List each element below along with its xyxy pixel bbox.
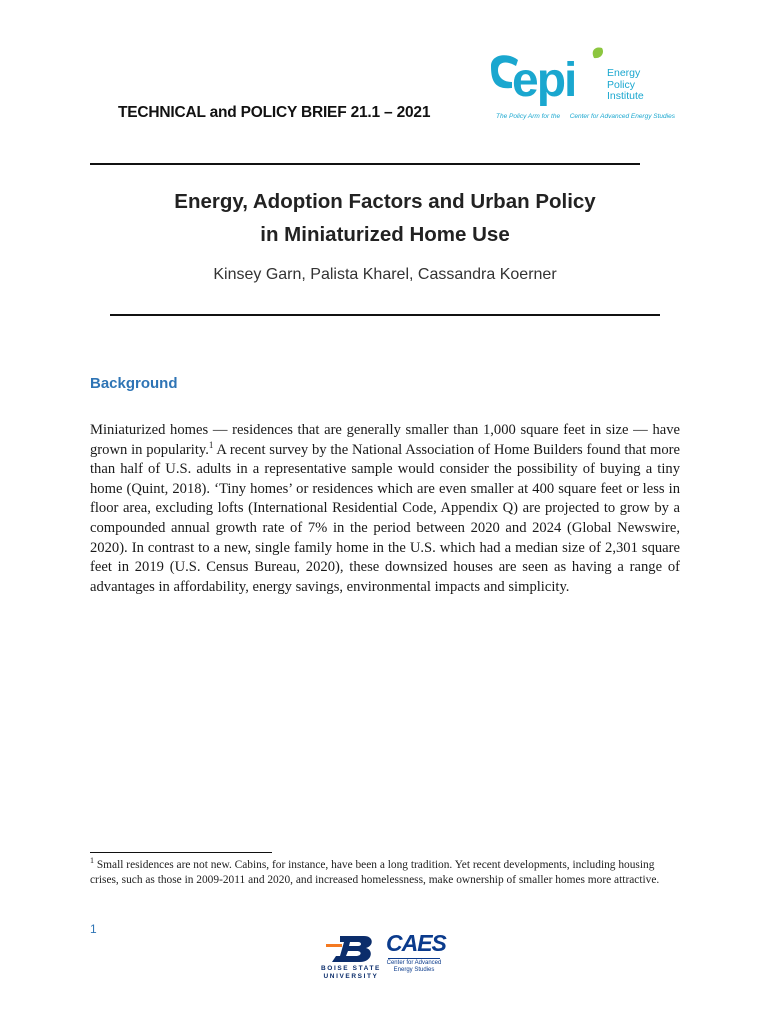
title-rule <box>110 314 660 316</box>
epi-tagline-left: The Policy Arm for the <box>496 113 561 120</box>
epi-logo-icon <box>486 44 606 114</box>
epi-tagline-right: Center for Advanced Energy Studies <box>569 113 675 120</box>
bsu-line-1: BOISE STATE <box>321 965 381 972</box>
page-number: 1 <box>90 922 97 936</box>
background-paragraph <box>90 421 680 597</box>
caes-logo <box>386 932 446 980</box>
header-rule <box>90 163 640 165</box>
brief-title: TECHNICAL and POLICY BRIEF 21.1 – 2021 <box>118 104 431 121</box>
caes-line-1: Center for Advanced <box>386 960 442 966</box>
footnote-ref[interactable]: 1 <box>208 439 214 450</box>
caes-wordmark: CAES <box>386 930 446 956</box>
title-line-2: in Miniaturized Home Use <box>260 223 510 246</box>
caes-line-2: Energy Studies <box>393 967 435 973</box>
authors: Kinsey Garn, Palista Kharel, Cassandra Koerner <box>213 266 557 283</box>
epi-logo <box>486 44 675 124</box>
paragraph-text-2: A recent survey by the National Association of Home Builders found that more than half of U.S. adults in a representative sample would consider the possibility of buying a tiny home (Quint, 2018). ‘Tiny homes’ or residences which are even smaller at 400 square feet or less in floor area, excluding lofts (International Residential Code, Appendix Q) are projected to grow by a compounded annual growth rate of 7% in the period between 2020 and 2024 (Global Newswire, 2020). In contrast to a new, single family home in the U.S. which had a median size of 2,301 square feet in 2019 (U.S. Census Bureau, 2020), these downsized houses are seen as having a range of advantages in affordability, energy savings, environmental impacts and simplicity. <box>90 441 680 595</box>
footnote-marker: 1 <box>90 856 94 866</box>
footnote <box>90 858 680 889</box>
paragraph-text-1: Miniaturized homes — residences that are generally smaller than 1,000 square feet in size — have grown in popularity. <box>90 422 680 458</box>
epi-name-3: Institute <box>607 90 644 102</box>
epi-name-1: Energy <box>607 67 641 79</box>
epi-name-2: Policy <box>607 78 636 91</box>
section-heading: Background <box>90 375 178 392</box>
footnote-separator <box>90 852 272 853</box>
bsu-logo <box>320 934 382 982</box>
bsu-line-2: UNIVERSITY <box>323 972 379 980</box>
footnote-text: Small residences are not new. Cabins, for instance, have been a long tradition. Yet recent developments, including housing crises, such as those in 2009-2011 and 2020, and increased homelessness, make ownership of smaller homes more attractive. <box>90 859 660 887</box>
bsu-b-icon <box>320 934 382 964</box>
title-line-1: Energy, Adoption Factors and Urban Policy <box>174 190 596 213</box>
epi-mark: epi <box>512 54 576 107</box>
